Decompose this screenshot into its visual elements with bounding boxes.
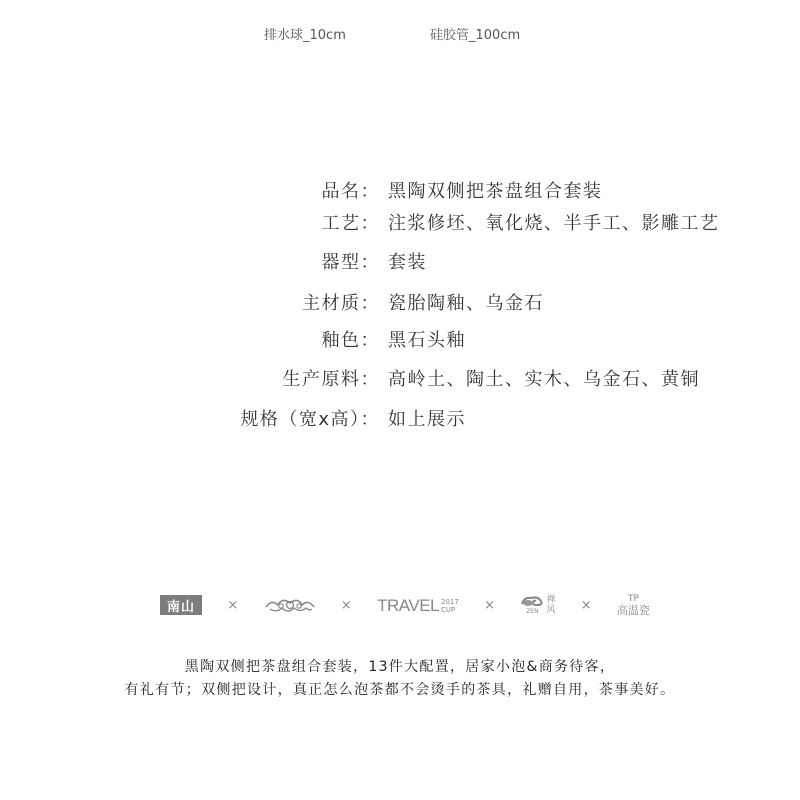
zen-logo-char: 禅 [546,595,556,605]
spec-row-craft [0,210,800,238]
auspicious-cloud-icon [264,595,316,615]
spec-label: 釉色： [321,330,380,351]
brand-separator: × [227,597,239,613]
spec-label: 主材质： [302,293,380,314]
spec-label: 生产原料： [282,369,380,390]
spec-row-material [0,290,800,318]
spec-value: 黑石头釉 [388,330,466,351]
spec-value: 高岭土、陶土、实木、乌金石、黄铜 [388,369,700,390]
travel-logo-year: 2017 [441,597,459,606]
nanshan-logo: 南山 [160,595,202,615]
zen-logo [520,595,555,615]
description-line-1: 黑陶双侧把茶盘组合套装，13件大配置，居家小泡&商务待客， [184,659,616,675]
spec-label: 工艺： [321,213,380,234]
spec-value: 如上展示 [388,409,466,430]
spec-row-raw-materials [0,366,800,394]
spec-value: 瓷胎陶釉、乌金石 [388,293,544,314]
zen-logo-latin: ZEN [526,608,539,615]
zen-logo-char: 风 [546,605,556,615]
spec-label: 规格（宽x高）： [240,409,380,430]
spec-label: 器型： [321,252,380,273]
spec-row-product-name [0,178,800,206]
spec-row-dimensions [0,406,800,434]
travel-logo-sub [441,598,459,614]
zen-mark [520,595,544,615]
zen-swirl-icon [520,595,544,608]
spec-label: 品名： [321,181,380,202]
spec-row-glaze [0,327,800,355]
spec-value: 黑陶双侧把茶盘组合套装 [388,181,603,202]
zen-logo-chars [546,595,555,615]
tp-logo-bottom: 高温瓷 [616,603,650,617]
brand-separator: × [484,597,496,613]
silicone-tube-caption: 硅胶管_100cm [430,28,521,43]
tp-logo-top: TP [628,593,639,604]
brand-separator: × [340,597,352,613]
travel-logo-cup: CUP [441,605,456,614]
spec-value: 注浆修坯、氧化烧、半手工、影雕工艺 [388,213,720,234]
travel-logo-word: TRAVEL [377,595,439,615]
brand-separator: × [580,597,592,613]
spec-row-type [0,249,800,277]
spec-value: 套装 [388,252,427,273]
brand-strip [160,588,650,622]
travel-cup-logo [377,597,459,614]
tp-porcelain-logo [617,594,650,617]
drain-ball-caption: 排水球_10cm [264,28,346,43]
description-line-2: 有礼有节；双侧把设计，真正怎么泡茶都不会烫手的茶具，礼赠自用，茶事美好。 [124,682,676,698]
